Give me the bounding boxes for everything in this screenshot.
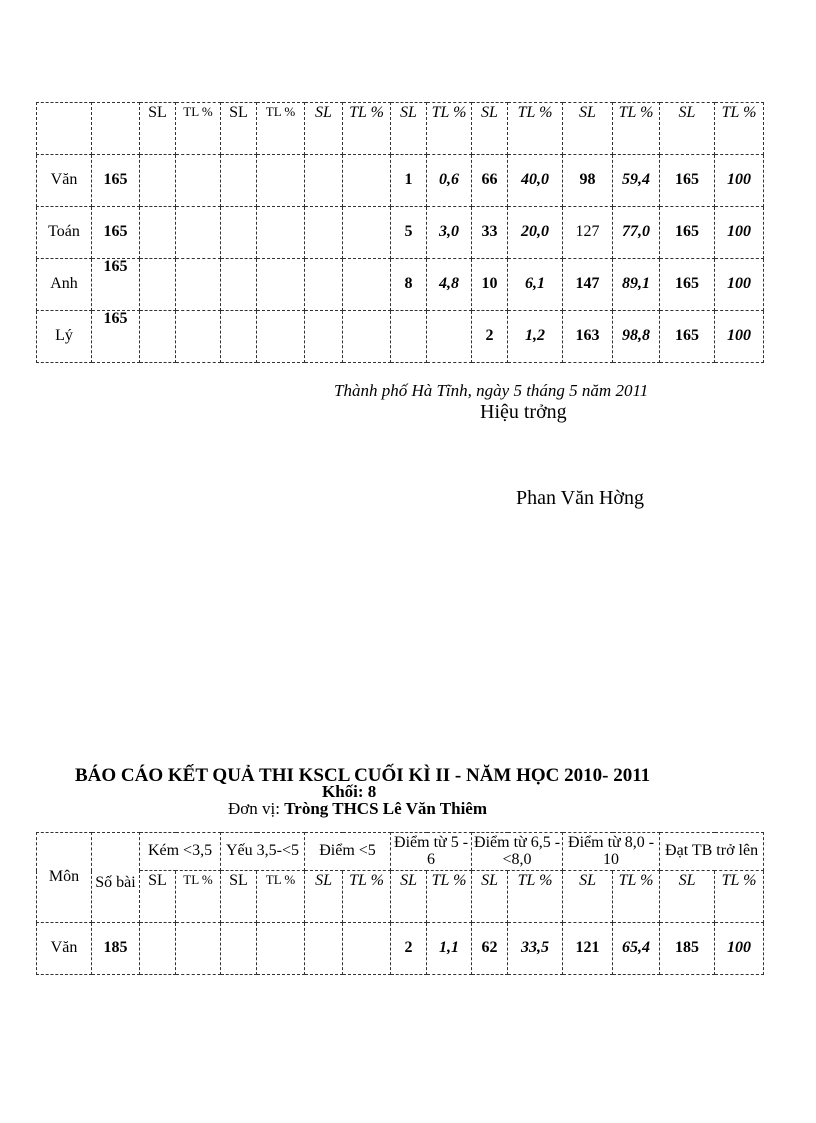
d810-sl-cell: 163 bbox=[563, 311, 613, 363]
report-title: BÁO CÁO KẾT QUẢ THI KSCL CUỐI KÌ II - NĂM HỌC 2010- 2011 bbox=[75, 765, 651, 786]
group-header-d56: Điểm từ 5 - 6 bbox=[391, 833, 472, 871]
group-header-tb: Đạt TB trở lên bbox=[660, 833, 764, 871]
duoi5-tl-cell bbox=[343, 311, 391, 363]
tb-sl-cell: 165 bbox=[660, 311, 715, 363]
header-so-bai: Số bài bbox=[92, 833, 140, 923]
d56-tl-cell: 1,1 bbox=[427, 923, 472, 975]
d810-sl-cell: 127 bbox=[563, 207, 613, 259]
yeu-sl-cell bbox=[221, 207, 257, 259]
yeu-tl-cell bbox=[257, 923, 305, 975]
sub-header: TL % bbox=[343, 871, 391, 923]
sub-header: TL % bbox=[613, 871, 660, 923]
yeu-tl-cell bbox=[257, 207, 305, 259]
sub-header: SL bbox=[472, 871, 508, 923]
d56-sl-cell: 8 bbox=[391, 259, 427, 311]
so-bai-cell: 165 bbox=[92, 259, 140, 311]
so-bai-cell: 165 bbox=[92, 155, 140, 207]
sub-header: SL bbox=[660, 871, 715, 923]
duoi5-sl-cell bbox=[305, 259, 343, 311]
empty-cell bbox=[37, 103, 92, 155]
tb-sl-cell: 165 bbox=[660, 155, 715, 207]
tb-sl-cell: 165 bbox=[660, 207, 715, 259]
so-bai-cell: 185 bbox=[92, 923, 140, 975]
d658-tl-cell: 1,2 bbox=[508, 311, 563, 363]
sub-header: TL % bbox=[508, 871, 563, 923]
subject-cell: Lý bbox=[37, 311, 92, 363]
unit-label: Đơn vị: bbox=[228, 799, 285, 818]
unit-line bbox=[228, 799, 487, 819]
duoi5-tl-cell bbox=[343, 155, 391, 207]
empty-cell bbox=[92, 103, 140, 155]
subject-cell: Anh bbox=[37, 259, 92, 311]
group-header-yeu: Yếu 3,5-<5 bbox=[221, 833, 305, 871]
subject-cell: Văn bbox=[37, 923, 92, 975]
kem-tl-cell bbox=[176, 923, 221, 975]
sub-header: TL % bbox=[343, 103, 391, 155]
grade-label: Khối: 8 bbox=[322, 782, 377, 801]
results-table-khoi-8 bbox=[36, 832, 764, 975]
sub-header: SL bbox=[660, 103, 715, 155]
unit-name: Tròng THCS Lê Văn Thiêm bbox=[284, 799, 488, 818]
kem-tl-cell bbox=[176, 259, 221, 311]
d56-tl-cell: 3,0 bbox=[427, 207, 472, 259]
sub-header: TL % bbox=[427, 103, 472, 155]
tb-sl-cell: 185 bbox=[660, 923, 715, 975]
d56-tl-cell: 4,8 bbox=[427, 259, 472, 311]
sub-header: TL % bbox=[176, 871, 221, 923]
table-row bbox=[37, 155, 764, 207]
kem-tl-cell bbox=[176, 207, 221, 259]
yeu-sl-cell bbox=[221, 155, 257, 207]
sub-header: SL bbox=[221, 103, 257, 155]
d56-sl-cell: 2 bbox=[391, 923, 427, 975]
sub-header: SL bbox=[140, 103, 176, 155]
d658-tl-cell: 33,5 bbox=[508, 923, 563, 975]
sub-header: TL % bbox=[715, 871, 764, 923]
sub-header: SL bbox=[140, 871, 176, 923]
sub-header: SL bbox=[391, 103, 427, 155]
d56-tl-cell: 0,6 bbox=[427, 155, 472, 207]
yeu-tl-cell bbox=[257, 311, 305, 363]
table-row bbox=[37, 923, 764, 975]
signer-role: Hiệu trởng bbox=[480, 401, 567, 423]
duoi5-sl-cell bbox=[305, 155, 343, 207]
table-row bbox=[37, 259, 764, 311]
sub-header: SL bbox=[221, 871, 257, 923]
sub-header: SL bbox=[563, 103, 613, 155]
tb-tl-cell: 100 bbox=[715, 311, 764, 363]
table1-subheader-row bbox=[37, 103, 764, 155]
tb-tl-cell: 100 bbox=[715, 207, 764, 259]
signer-name: Phan Văn Hờng bbox=[516, 487, 644, 509]
d810-sl-cell: 98 bbox=[563, 155, 613, 207]
sub-header: TL % bbox=[613, 103, 660, 155]
duoi5-tl-cell bbox=[343, 207, 391, 259]
yeu-sl-cell bbox=[221, 311, 257, 363]
table2-subheader-row bbox=[37, 871, 764, 923]
kem-sl-cell bbox=[140, 923, 176, 975]
sub-header: TL % bbox=[176, 103, 221, 155]
d810-tl-cell: 59,4 bbox=[613, 155, 660, 207]
d658-sl-cell: 2 bbox=[472, 311, 508, 363]
group-header-d658: Điểm từ 6,5 - <8,0 bbox=[472, 833, 563, 871]
d658-sl-cell: 33 bbox=[472, 207, 508, 259]
d810-tl-cell: 98,8 bbox=[613, 311, 660, 363]
sub-header: SL bbox=[305, 103, 343, 155]
group-header-kem: Kém <3,5 bbox=[140, 833, 221, 871]
date-line: Thành phố Hà Tĩnh, ngày 5 tháng 5 năm 2011 bbox=[334, 381, 649, 400]
kem-sl-cell bbox=[140, 311, 176, 363]
subject-cell: Toán bbox=[37, 207, 92, 259]
sub-header: TL % bbox=[427, 871, 472, 923]
tb-tl-cell: 100 bbox=[715, 259, 764, 311]
sub-header: TL % bbox=[715, 103, 764, 155]
so-bai-cell: 165 bbox=[92, 311, 140, 363]
d810-tl-cell: 89,1 bbox=[613, 259, 660, 311]
group-header-d810: Điểm từ 8,0 - 10 bbox=[563, 833, 660, 871]
tb-sl-cell: 165 bbox=[660, 259, 715, 311]
d56-tl-cell bbox=[427, 311, 472, 363]
kem-tl-cell bbox=[176, 311, 221, 363]
d658-tl-cell: 40,0 bbox=[508, 155, 563, 207]
yeu-tl-cell bbox=[257, 155, 305, 207]
d658-tl-cell: 6,1 bbox=[508, 259, 563, 311]
d56-sl-cell: 5 bbox=[391, 207, 427, 259]
duoi5-tl-cell bbox=[343, 259, 391, 311]
d810-sl-cell: 147 bbox=[563, 259, 613, 311]
sub-header: TL % bbox=[508, 103, 563, 155]
results-table-khoi-7 bbox=[36, 102, 764, 363]
kem-sl-cell bbox=[140, 155, 176, 207]
yeu-sl-cell bbox=[221, 923, 257, 975]
tb-tl-cell: 100 bbox=[715, 155, 764, 207]
duoi5-tl-cell bbox=[343, 923, 391, 975]
kem-tl-cell bbox=[176, 155, 221, 207]
so-bai-cell: 165 bbox=[92, 207, 140, 259]
d658-tl-cell: 20,0 bbox=[508, 207, 563, 259]
table-row bbox=[37, 311, 764, 363]
d56-sl-cell: 1 bbox=[391, 155, 427, 207]
kem-sl-cell bbox=[140, 207, 176, 259]
duoi5-sl-cell bbox=[305, 923, 343, 975]
duoi5-sl-cell bbox=[305, 311, 343, 363]
d658-sl-cell: 66 bbox=[472, 155, 508, 207]
tb-tl-cell: 100 bbox=[715, 923, 764, 975]
sub-header: TL % bbox=[257, 103, 305, 155]
sub-header: TL % bbox=[257, 871, 305, 923]
subject-cell: Văn bbox=[37, 155, 92, 207]
kem-sl-cell bbox=[140, 259, 176, 311]
d810-tl-cell: 65,4 bbox=[613, 923, 660, 975]
d658-sl-cell: 10 bbox=[472, 259, 508, 311]
duoi5-sl-cell bbox=[305, 207, 343, 259]
group-header-duoi5: Điểm <5 bbox=[305, 833, 391, 871]
yeu-tl-cell bbox=[257, 259, 305, 311]
table2-group-header-row bbox=[37, 833, 764, 871]
sub-header: SL bbox=[563, 871, 613, 923]
sub-header: SL bbox=[305, 871, 343, 923]
yeu-sl-cell bbox=[221, 259, 257, 311]
sub-header: SL bbox=[391, 871, 427, 923]
d56-sl-cell bbox=[391, 311, 427, 363]
d810-sl-cell: 121 bbox=[563, 923, 613, 975]
header-mon: Môn bbox=[37, 833, 92, 923]
d810-tl-cell: 77,0 bbox=[613, 207, 660, 259]
d658-sl-cell: 62 bbox=[472, 923, 508, 975]
sub-header: SL bbox=[472, 103, 508, 155]
table-row bbox=[37, 207, 764, 259]
